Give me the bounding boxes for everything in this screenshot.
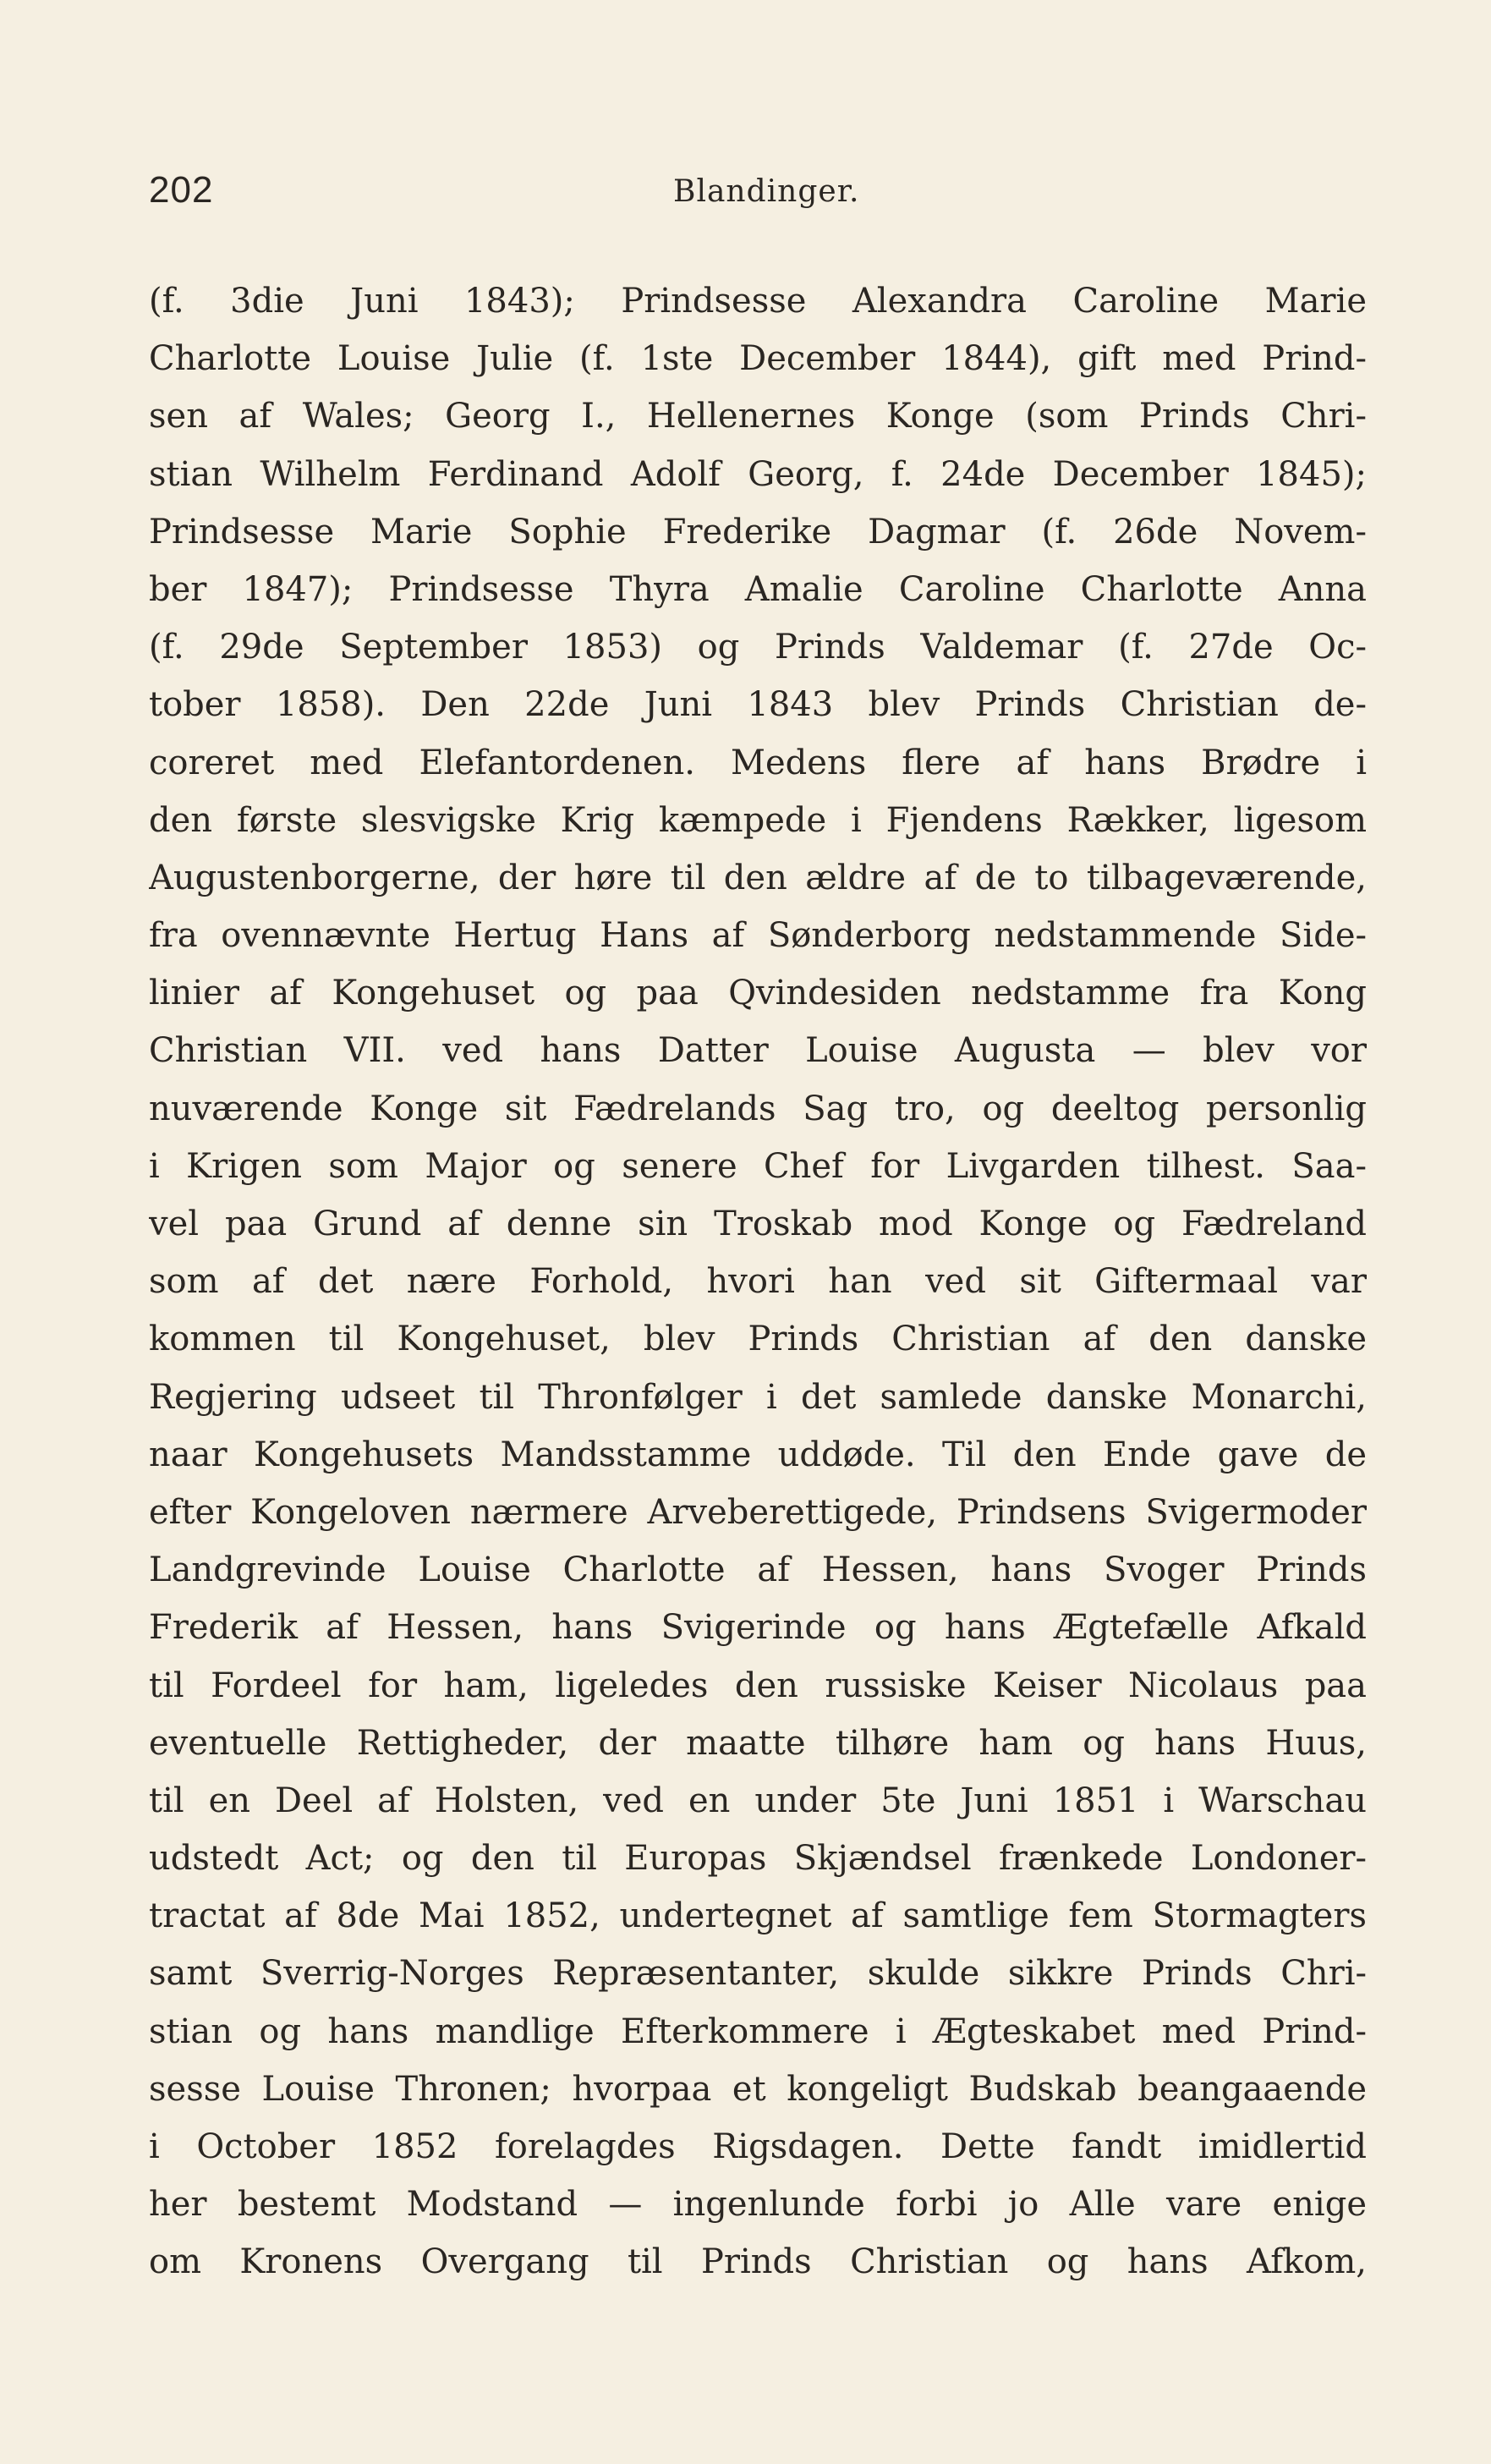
text-line: Augustenborgerne, der høre til den ældre af de to tilbageværende,: [149, 858, 1367, 897]
text-line: kommen til Kongehuset, blev Prinds Christian af den danske: [149, 1320, 1367, 1359]
running-head: Blandinger.: [673, 174, 860, 209]
text-line: som af det nære Forhold, hvori han ved sit Giftermaal var: [149, 1262, 1367, 1302]
text-line: den første slesvigske Krig kæmpede i Fjendens Rækker, ligesom: [149, 800, 1367, 840]
text-line: vel paa Grund af denne sin Troskab mod Konge og Fædreland: [149, 1205, 1367, 1243]
text-line: i October 1852 forelagdes Rigsdagen. Dette fandt imidlertid: [149, 2127, 1367, 2166]
text-line: tractat af 8de Mai 1852, undertegnet af samtlige fem Stormagters: [149, 1896, 1367, 1936]
page-header: [149, 169, 1375, 228]
text-line: Charlotte Louise Julie (f. 1ste December 1844), gift med Prind-: [149, 339, 1367, 379]
text-line: udstedt Act; og den til Europas Skjændsel frænkede Londoner-: [149, 1839, 1367, 1879]
text-line: coreret med Elefantordenen. Medens flere af hans Brødre i: [149, 743, 1367, 782]
text-line: eventuelle Rettigheder, der maatte tilhøre ham og hans Huus,: [149, 1723, 1367, 1763]
text-line: Regjering udseet til Thronfølger i det samlede danske Monarchi,: [149, 1377, 1367, 1417]
text-line: sen af Wales; Georg I., Hellenernes Konge (som Prinds Chri-: [149, 397, 1367, 436]
text-line: Prindsesse Marie Sophie Frederike Dagmar (f. 26de Novem-: [149, 512, 1367, 552]
text-line: efter Kongeloven nærmere Arveberettigede, Prindsens Svigermoder: [149, 1492, 1367, 1532]
text-line: sesse Louise Thronen; hvorpaa et kongeligt Budskab beangaaende: [149, 2069, 1367, 2109]
text-line: om Kronens Overgang til Prinds Christian og hans Afkom,: [149, 2242, 1367, 2282]
text-line: linier af Kongehuset og paa Qvindesiden nedstamme fra Kong: [149, 974, 1367, 1013]
text-line: (f. 29de September 1853) og Prinds Valdemar (f. 27de Oc-: [149, 628, 1367, 667]
text-line: stian Wilhelm Ferdinand Adolf Georg, f. 24de December 1845);: [149, 454, 1367, 494]
text-line: til Fordeel for ham, ligeledes den russiske Keiser Nicolaus paa: [149, 1666, 1367, 1705]
text-line: her bestemt Modstand — ingenlunde forbi jo Alle vare enige: [149, 2185, 1367, 2225]
text-line: i Krigen som Major og senere Chef for Livgarden tilhest. Saa-: [149, 1146, 1367, 1186]
text-line: Frederik af Hessen, hans Svigerinde og hans Ægtefælle Afkald: [149, 1608, 1367, 1648]
body-text: [149, 272, 1367, 2291]
text-line: samt Sverrig-Norges Repræsentanter, skulde sikkre Prinds Chri-: [149, 1954, 1367, 1994]
text-line: naar Kongehusets Mandsstamme uddøde. Til den Ende gave de: [149, 1435, 1367, 1474]
text-line: (f. 3die Juni 1843); Prindsesse Alexandra Caroline Marie: [149, 282, 1367, 321]
text-line: tober 1858). Den 22de Juni 1843 blev Prinds Christian de-: [149, 685, 1367, 725]
text-line: Landgrevinde Louise Charlotte af Hessen, hans Svoger Prinds: [149, 1550, 1367, 1590]
text-line: ber 1847); Prindsesse Thyra Amalie Caroline Charlotte Anna: [149, 569, 1367, 609]
text-line: Christian VII. ved hans Datter Louise Augusta — blev vor: [149, 1031, 1367, 1071]
text-line: fra ovennævnte Hertug Hans af Sønderborg nedstammende Side-: [149, 916, 1367, 956]
page-number: 202: [149, 169, 214, 211]
text-line: stian og hans mandlige Efterkommere i Ægteskabet med Prind-: [149, 2011, 1367, 2051]
text-line: nuværende Konge sit Fædrelands Sag tro, og deeltog personlig: [149, 1089, 1367, 1128]
text-line: til en Deel af Holsten, ved en under 5te Juni 1851 i Warschau: [149, 1781, 1367, 1820]
